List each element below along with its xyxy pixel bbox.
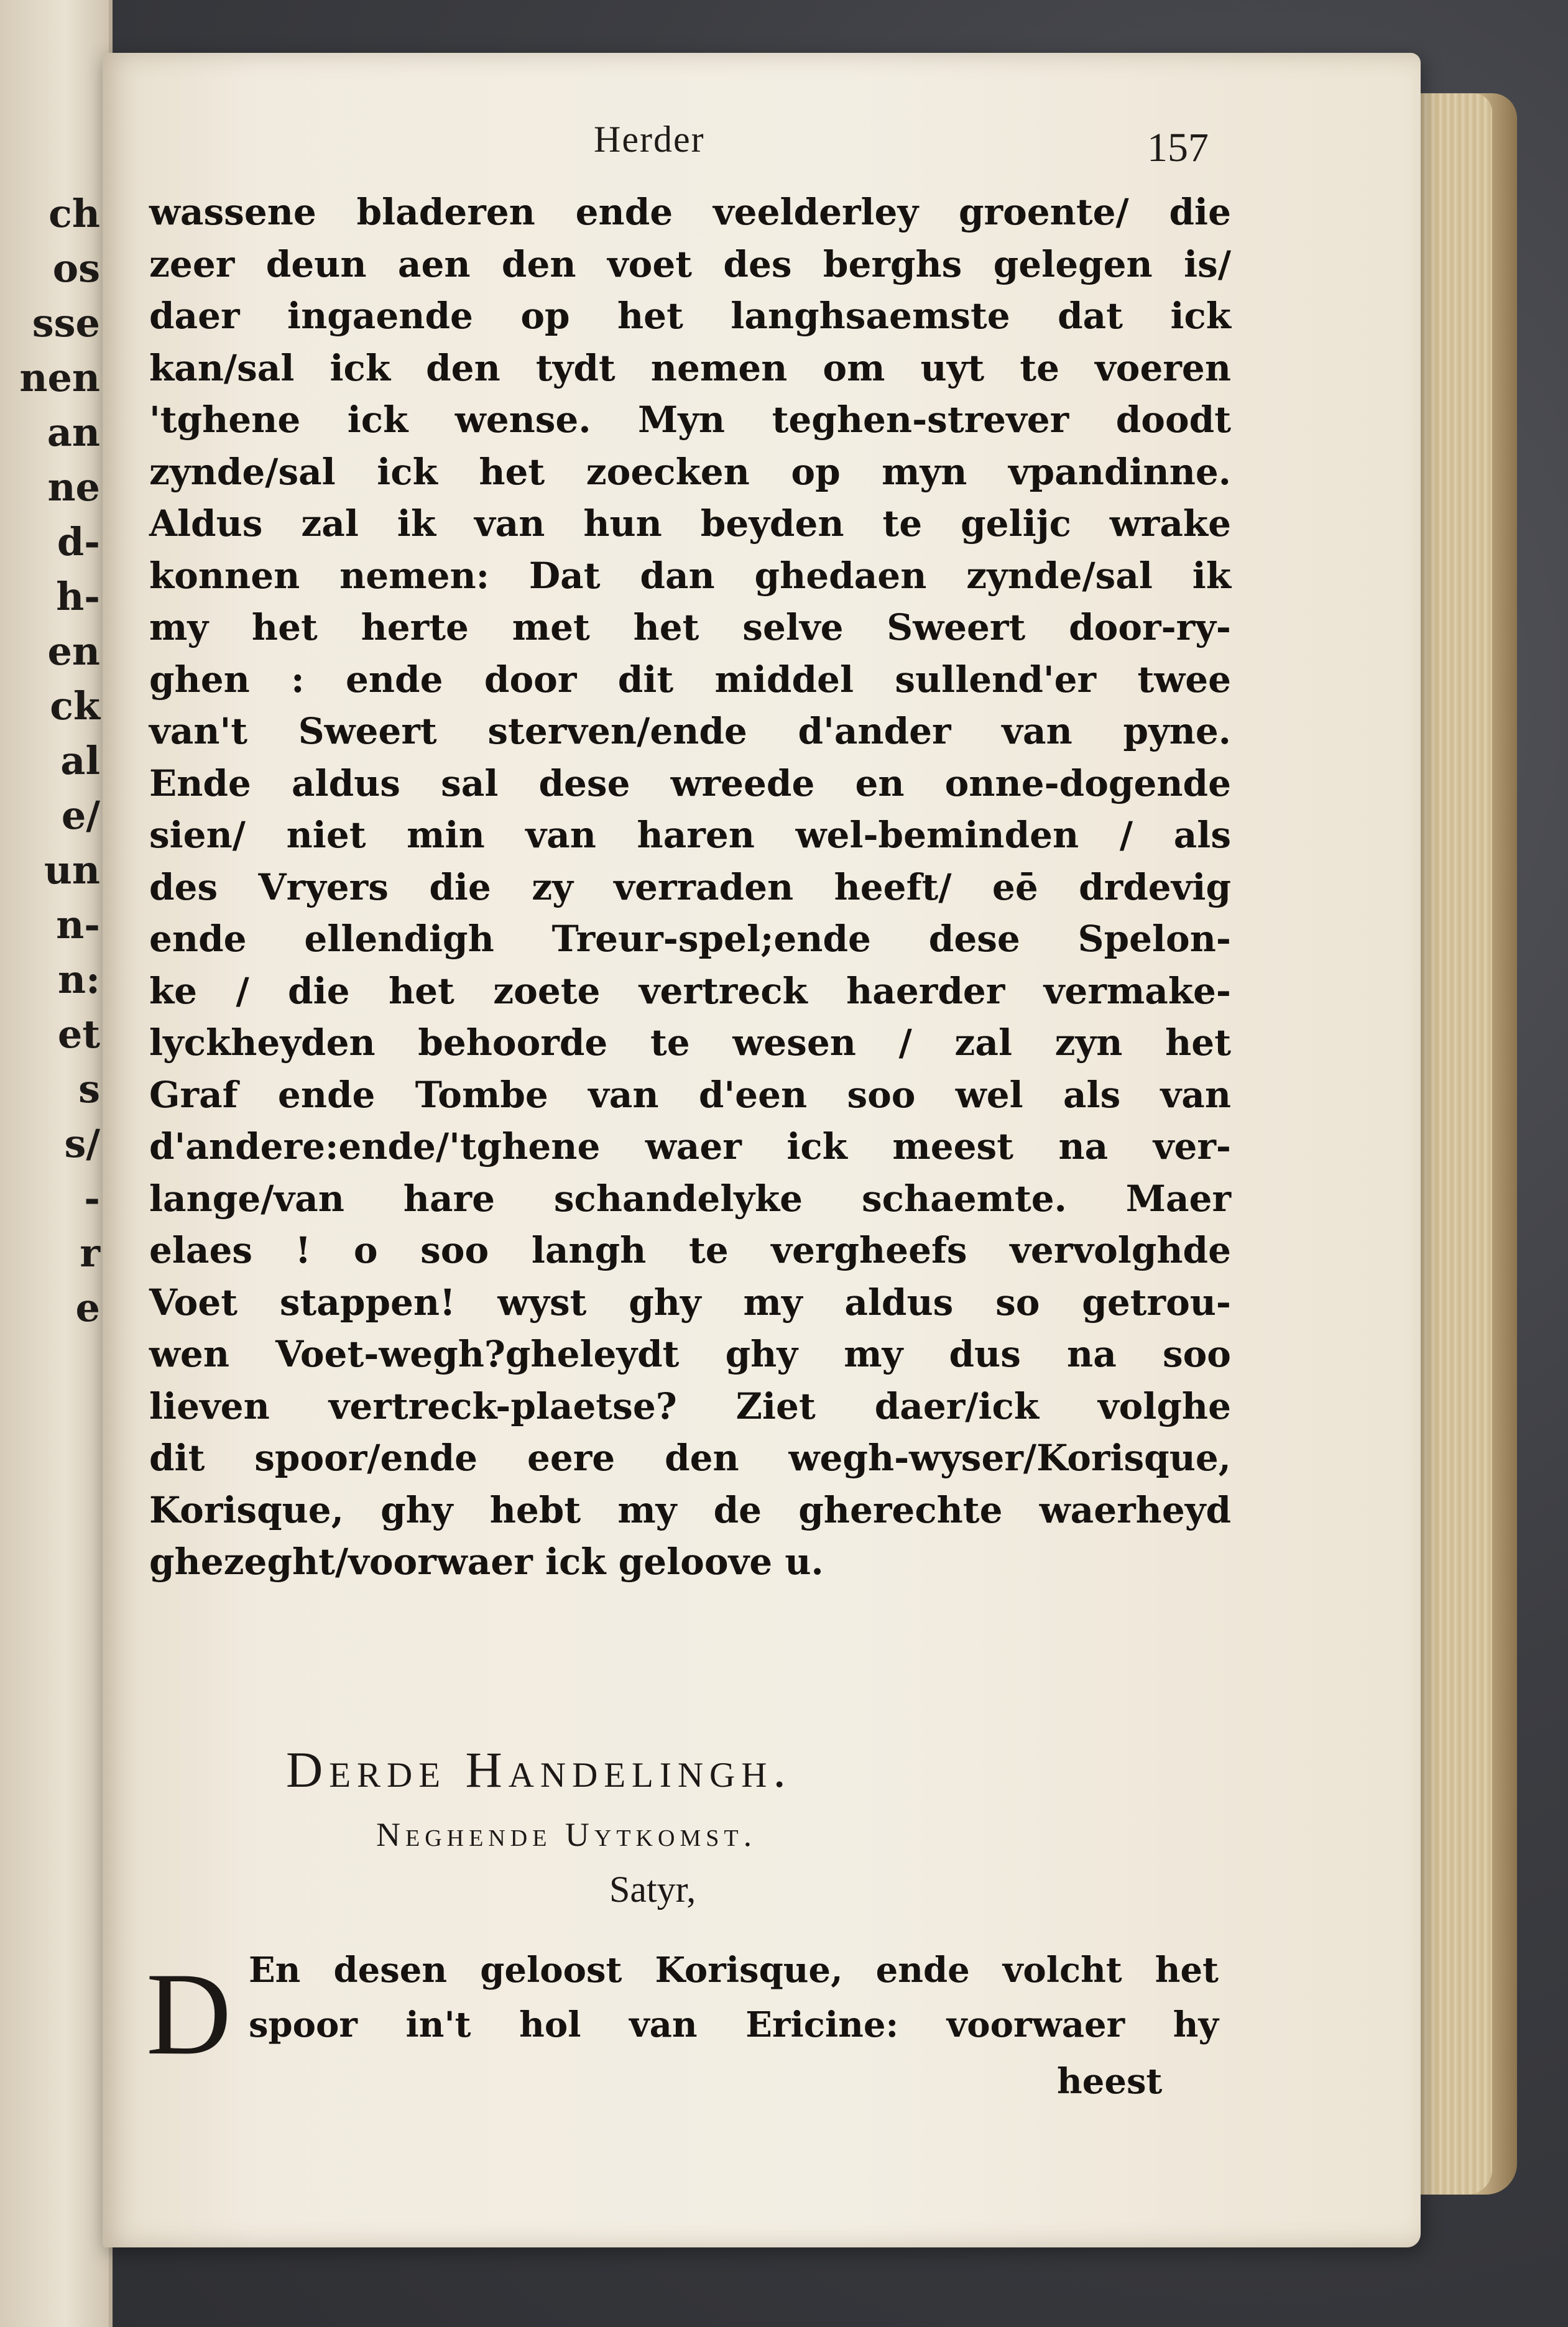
act-heading: Derde Handelingh. — [286, 1741, 792, 1798]
text-line: van't Sweert sterven/ende d'ander van pyne. — [149, 710, 1231, 752]
speech-text — [249, 1943, 1219, 2052]
text-line: lange/van hare schandelyke schaemte. Maer — [149, 1177, 1231, 1220]
left-fragment: s/ — [64, 1121, 100, 1166]
left-fragment: h- — [56, 574, 100, 619]
text-line: Korisque, ghy hebt my de gherechte waerheyd — [149, 1488, 1231, 1531]
running-head: Herder — [594, 119, 705, 160]
left-fragment: e — [75, 1285, 100, 1330]
text-line: lieven vertreck-plaetse? Ziet daer/ick volghe — [149, 1385, 1231, 1427]
left-fragment: et — [57, 1011, 100, 1057]
text-line: zeer deun aen den voet des berghs gelegen is/ — [149, 242, 1231, 285]
body-text — [149, 187, 1231, 1588]
left-page-text-fragments — [19, 187, 100, 1335]
text-line: sien/ niet min van haren wel-beminden / als — [149, 814, 1231, 856]
left-page-edge — [0, 0, 113, 2327]
left-fragment: an — [47, 410, 100, 455]
text-line: ende ellendigh Treur-spel;ende dese Spelon- — [149, 918, 1231, 960]
text-line: ke / die het zoete vertreck haerder vermake- — [149, 969, 1231, 1012]
left-fragment: os — [52, 246, 100, 291]
text-line: kan/sal ick den tydt nemen om uyt te voeren — [149, 346, 1231, 389]
drop-cap: D — [146, 1949, 232, 2080]
text-line: wassene bladeren ende veelderley groente/ die — [149, 191, 1231, 233]
speaker-name: Satyr, — [609, 1869, 696, 1910]
left-fragment: ch — [48, 191, 100, 236]
speech-line: En desen geloost Korisque, ende volcht het — [249, 1950, 1219, 1991]
text-line: wen Voet-wegh?gheleydt ghy my dus na soo — [149, 1333, 1231, 1375]
text-line: daer ingaende op het langhsaemste dat ick — [149, 295, 1231, 337]
scene-heading: Neghende Uytkomst. — [376, 1816, 757, 1853]
catchword: heest — [1057, 2061, 1163, 2102]
left-fragment: n- — [56, 902, 100, 947]
left-fragment: e/ — [61, 793, 100, 838]
speech-line: spoor in't hol van Ericine: voorwaer hy — [249, 2004, 1219, 2045]
left-fragment: - — [84, 1176, 100, 1221]
text-line: dit spoor/ende eere den wegh-wyser/Korisque, — [149, 1437, 1231, 1479]
text-line: Ende aldus sal dese wreede en onne-dogende — [149, 762, 1231, 804]
left-fragment: s — [78, 1066, 100, 1112]
left-fragment: sse — [32, 300, 100, 346]
text-line: my het herte met het selve Sweert door-ry- — [149, 606, 1231, 648]
left-fragment: un — [44, 847, 100, 893]
text-line: 'tghene ick wense. Myn teghen-strever doodt — [149, 399, 1231, 441]
left-fragment: ck — [50, 683, 100, 729]
left-fragment: n: — [58, 957, 100, 1002]
text-line: ghezeght/voorwaer ick geloove u. — [149, 1541, 824, 1583]
text-line: konnen nemen: Dat dan ghedaen zynde/sal ik — [149, 554, 1231, 597]
left-fragment: al — [60, 738, 100, 783]
text-line: Voet stappen! wyst ghy my aldus so getrou- — [149, 1281, 1231, 1324]
text-line: des Vryers die zy verraden heeft/ eē drdevig — [149, 865, 1231, 908]
left-fragment: ne — [47, 464, 100, 510]
text-line: ghen : ende door dit middel sullend'er twee — [149, 658, 1231, 701]
text-line: zynde/sal ick het zoecken op myn vpandinne. — [149, 450, 1231, 493]
text-line: d'andere:ende/'tghene waer ick meest na ver- — [149, 1125, 1231, 1168]
page-number: 157 — [1147, 125, 1209, 170]
left-fragment: en — [47, 629, 100, 674]
text-line: elaes ! o soo langh te vergheefs vervolghde — [149, 1229, 1231, 1271]
text-line: Graf ende Tombe van d'een soo wel als van — [149, 1073, 1231, 1116]
left-fragment: d- — [57, 519, 100, 564]
text-line: lyckheyden behoorde te wesen / zal zyn het — [149, 1021, 1231, 1064]
left-fragment: r — [80, 1230, 100, 1276]
left-fragment: nen — [19, 355, 100, 400]
text-line: Aldus zal ik van hun beyden te gelijc wrake — [149, 502, 1231, 545]
